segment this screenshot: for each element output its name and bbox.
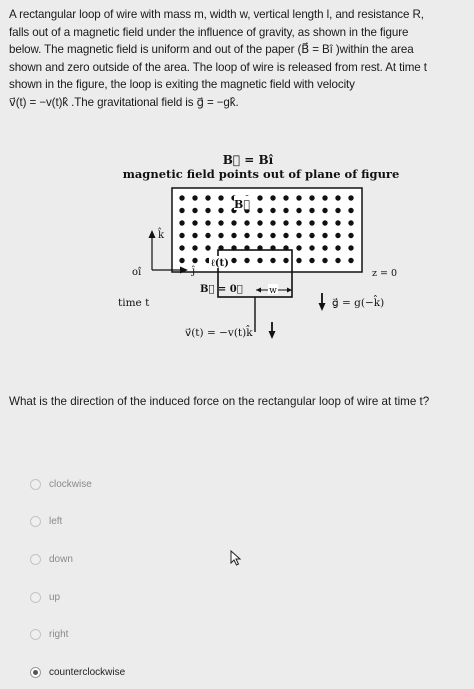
option-label: down — [49, 553, 73, 565]
field-dot — [296, 208, 301, 213]
field-dot — [296, 195, 301, 200]
field-dot — [244, 233, 249, 238]
width-label: w — [269, 286, 277, 296]
problem-line: v⃗(t) = −v(t)k̂ .The gravitational field is g⃗ = −gk̂. — [9, 95, 239, 109]
option-right[interactable] — [30, 624, 230, 644]
option-clockwise[interactable] — [30, 474, 230, 494]
field-dot — [270, 195, 275, 200]
width-dim-arrow — [256, 288, 261, 293]
field-dot — [322, 245, 327, 250]
field-dot — [192, 258, 197, 263]
problem-line: falls out of a magnetic field under the influence of gravity, as shown in the figure — [9, 25, 409, 39]
field-dot — [309, 220, 314, 225]
field-dot — [231, 220, 236, 225]
gravity-label: g⃗ = g(−k̂) — [332, 297, 385, 309]
field-dot — [192, 245, 197, 250]
problem-line: shown and zero outside of the area. The loop of wire is released from rest. At time t — [9, 60, 427, 74]
field-dot — [348, 233, 353, 238]
field-dot — [192, 208, 197, 213]
field-caption: magnetic field points out of plane of figure — [122, 167, 400, 181]
axis-j-label: ĵ — [192, 266, 196, 277]
field-dot — [192, 195, 197, 200]
field-dot — [335, 245, 340, 250]
field-dot — [218, 208, 223, 213]
field-dot — [218, 195, 223, 200]
field-dot — [335, 258, 340, 263]
field-dot — [231, 258, 236, 263]
field-dot — [296, 258, 301, 263]
field-dot — [322, 208, 327, 213]
field-dot — [309, 233, 314, 238]
field-dot — [179, 208, 184, 213]
field-dot — [283, 195, 288, 200]
field-dot — [322, 195, 327, 200]
field-dot — [205, 195, 210, 200]
field-dot — [335, 220, 340, 225]
field-dot — [257, 233, 262, 238]
field-dot — [179, 258, 184, 263]
field-dot — [270, 220, 275, 225]
gravity-arrow-head — [319, 303, 326, 311]
field-dot — [283, 208, 288, 213]
field-dot — [296, 245, 301, 250]
field-dot — [257, 195, 262, 200]
radio-button[interactable] — [30, 479, 41, 490]
field-dot — [244, 258, 249, 263]
problem-line: shown in the figure, the loop is exiting the magnetic field with velocity — [9, 78, 355, 91]
field-equation: B⃗ = Bî — [222, 153, 274, 167]
field-dot — [192, 220, 197, 225]
field-dot — [192, 233, 197, 238]
time-label: time t — [118, 297, 150, 309]
field-dot — [335, 208, 340, 213]
field-dot — [257, 220, 262, 225]
radio-button[interactable] — [30, 554, 41, 565]
field-dot — [348, 245, 353, 250]
option-label: clockwise — [49, 478, 92, 490]
option-label: left — [49, 515, 63, 527]
axis-k-arrow — [149, 230, 156, 238]
field-dot — [309, 208, 314, 213]
radio-button[interactable] — [30, 629, 41, 640]
field-symbol: B⃗ — [234, 198, 250, 211]
field-dot — [244, 220, 249, 225]
field-dot — [296, 233, 301, 238]
field-dot — [283, 258, 288, 263]
field-dot — [257, 208, 262, 213]
option-label: right — [49, 628, 69, 640]
option-label: counterclockwise — [49, 666, 126, 678]
field-dot — [270, 258, 275, 263]
field-dot — [283, 233, 288, 238]
option-down[interactable] — [30, 549, 230, 569]
z-zero-label: z = 0 — [372, 268, 398, 279]
magnetic-field-region — [172, 188, 362, 272]
field-dot — [348, 258, 353, 263]
field-dot — [309, 195, 314, 200]
velocity-arrow-head — [269, 331, 276, 339]
option-left[interactable] — [30, 511, 230, 531]
field-dot — [205, 220, 210, 225]
radio-button-checked[interactable] — [30, 667, 41, 678]
field-dot — [283, 220, 288, 225]
field-dot — [205, 208, 210, 213]
problem-line: below. The magnetic field is uniform and out of the paper (B⃗ = Bî )within the area — [9, 43, 414, 56]
option-counterclockwise[interactable] — [30, 662, 230, 682]
axis-origin-label: oî — [132, 267, 142, 278]
radio-button[interactable] — [30, 516, 41, 527]
question-text: What is the direction of the induced force on the rectangular loop of wire at time t? — [9, 395, 430, 408]
field-dot — [231, 233, 236, 238]
axis-k-label: k̂ — [158, 230, 165, 241]
field-dot — [205, 233, 210, 238]
field-dot — [179, 220, 184, 225]
field-dot — [322, 220, 327, 225]
field-dot — [179, 233, 184, 238]
field-dot — [270, 233, 275, 238]
field-dot — [179, 195, 184, 200]
field-dot — [335, 195, 340, 200]
option-up[interactable] — [30, 587, 230, 607]
field-dot — [205, 245, 210, 250]
zero-field-label: B⃗ = 0⃗ — [200, 284, 243, 295]
field-dot — [309, 245, 314, 250]
field-dot — [218, 233, 223, 238]
field-dot — [257, 258, 262, 263]
field-dot — [270, 208, 275, 213]
field-dot — [335, 233, 340, 238]
field-dot — [348, 208, 353, 213]
field-dot — [322, 233, 327, 238]
field-dot — [309, 258, 314, 263]
field-dot — [179, 245, 184, 250]
field-dot — [348, 195, 353, 200]
option-label: up — [49, 591, 61, 603]
field-dot — [348, 220, 353, 225]
field-dot — [218, 220, 223, 225]
problem-line: A rectangular loop of wire with mass m, width w, vertical length l, and resistance R, — [9, 8, 424, 21]
velocity-label: v⃗(t) = −v(t)k̂ — [185, 327, 253, 339]
radio-button[interactable] — [30, 592, 41, 603]
field-dot — [296, 220, 301, 225]
physics-figure — [0, 140, 474, 380]
field-dot — [322, 258, 327, 263]
mouse-cursor-icon — [230, 550, 242, 566]
loop-length-label: ℓ(t) — [211, 258, 229, 269]
problem-text — [9, 6, 465, 111]
